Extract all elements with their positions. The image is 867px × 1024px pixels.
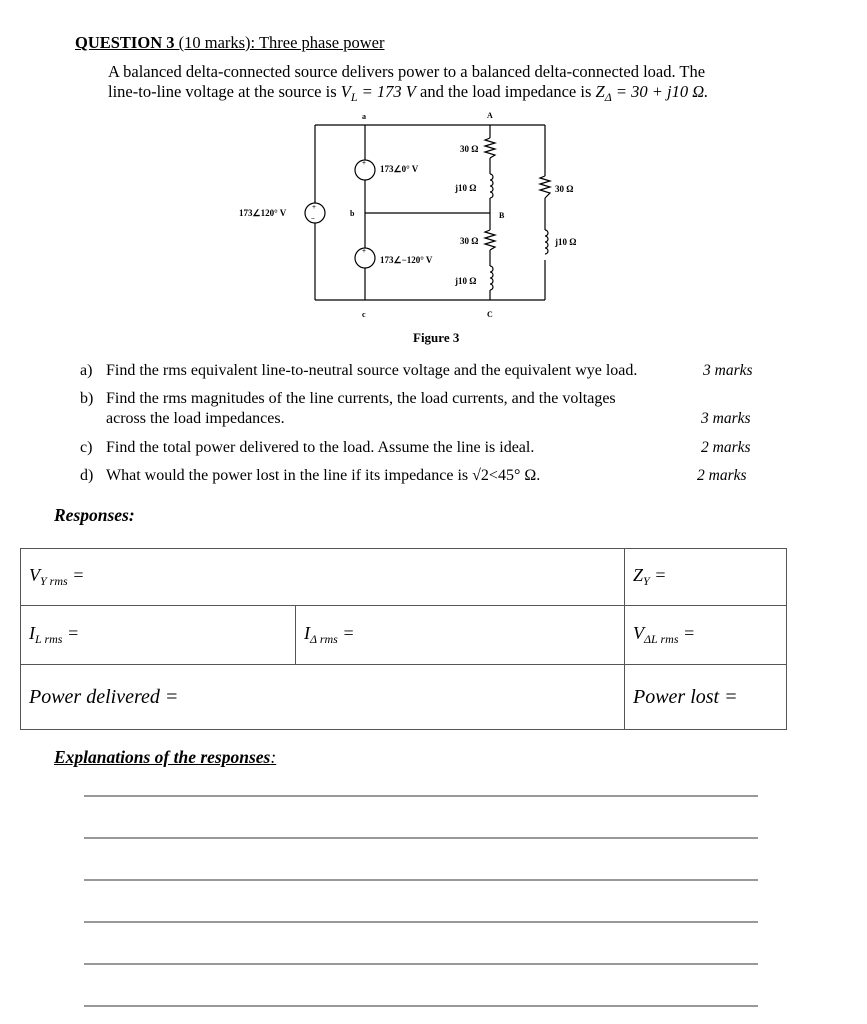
part-d-marks: 2 marks	[697, 467, 747, 484]
part-a-text: Find the rms equivalent line-to-neutral source voltage and the equivalent wye load.	[106, 362, 638, 379]
load-ca-resistance: 30 Ω	[555, 184, 574, 194]
node-B: B	[499, 211, 505, 220]
part-a-letter: a)	[80, 362, 93, 379]
answer-line-5[interactable]	[84, 963, 758, 965]
load-ab-resistance: 30 Ω	[460, 144, 479, 154]
explanations-heading	[54, 747, 276, 768]
intro-line-2	[108, 82, 708, 107]
power-lost-cell[interactable]	[625, 665, 787, 730]
il-rms-cell[interactable]	[21, 606, 296, 665]
vdl-rms-cell[interactable]	[625, 606, 787, 665]
intro-line-1: A balanced delta-connected source delivers power to a balanced delta-connected load. The	[108, 62, 706, 81]
zy-equals: =	[649, 565, 667, 585]
node-c: c	[362, 310, 366, 319]
part-b-letter: b)	[80, 390, 94, 407]
id-equals: =	[337, 623, 355, 643]
answer-line-4[interactable]	[84, 921, 758, 923]
vdl-symbol: V	[633, 623, 644, 643]
part-d-letter: d)	[80, 467, 94, 484]
question-label: QUESTION 3	[75, 33, 175, 52]
vdl-subscript: ΔL rms	[644, 632, 679, 646]
responses-heading: Responses:	[54, 505, 135, 525]
explanations-colon: :	[270, 747, 277, 767]
intro-mid: and the load impedance is	[415, 82, 596, 101]
part-b-text: Find the rms magnitudes of the line currents, the load currents, and the voltages	[106, 390, 616, 407]
power-delivered-label: Power delivered =	[29, 685, 179, 708]
explanations-heading-text: Explanations of the responses	[54, 747, 271, 767]
id-rms-cell[interactable]	[296, 606, 625, 665]
svg-text:+: +	[312, 203, 316, 211]
zy-cell[interactable]	[625, 549, 787, 606]
svg-text:−: −	[311, 215, 315, 223]
part-c-text: Find the total power delivered to the load. Assume the line is ideal.	[106, 439, 535, 456]
source-ca-label: 173∠120° V	[239, 208, 287, 218]
il-equals: =	[62, 623, 80, 643]
svg-text:+: +	[362, 159, 366, 167]
zy-subscript: Y	[643, 574, 650, 588]
power-lost-label: Power lost =	[633, 685, 738, 708]
question-marks: (10 marks): Three phase power	[178, 33, 385, 52]
vy-equals: =	[67, 565, 85, 585]
part-d-text: What would the power lost in the line if its impedance is √2<45° Ω.	[106, 467, 541, 484]
part-a-marks: 3 marks	[703, 362, 753, 379]
part-b-text2: across the load impedances.	[106, 410, 285, 427]
responses-table	[20, 548, 787, 730]
circuit-diagram	[225, 108, 577, 323]
part-a	[80, 362, 92, 380]
question-title	[75, 33, 384, 53]
zy-symbol: Z	[633, 565, 644, 585]
z-symbol: $Z_\Delta = 30 + j10$ Ω.	[595, 82, 709, 104]
answer-line-3[interactable]	[84, 879, 758, 881]
intro-prefix: line-to-line voltage at the source is	[108, 82, 341, 101]
load-bc-reactance: j10 Ω	[455, 276, 477, 286]
node-A: A	[487, 111, 493, 120]
il-symbol: I	[29, 623, 35, 643]
node-b: b	[350, 209, 355, 218]
part-b-marks: 3 marks	[701, 410, 751, 427]
source-bc-label: 173∠−120° V	[380, 255, 433, 265]
vdl-equals: =	[678, 623, 696, 643]
id-symbol: I	[304, 623, 310, 643]
figure-caption: Figure 3	[413, 330, 460, 345]
node-a: a	[362, 112, 366, 121]
answer-line-1[interactable]	[84, 795, 758, 797]
source-ab-label: 173∠0° V	[380, 164, 419, 174]
id-subscript: Δ rms	[310, 632, 338, 646]
answer-line-6[interactable]	[84, 1005, 758, 1007]
vy-rms-cell[interactable]	[21, 549, 625, 606]
vy-symbol: V	[29, 565, 40, 585]
load-bc-resistance: 30 Ω	[460, 236, 479, 246]
part-c-letter: c)	[80, 439, 93, 456]
power-delivered-cell[interactable]	[21, 665, 625, 730]
part-c-marks: 2 marks	[701, 439, 751, 456]
load-ab-reactance: j10 Ω	[455, 183, 477, 193]
answer-line-2[interactable]	[84, 837, 758, 839]
vl-symbol: $V_L = 173$ V	[340, 82, 416, 104]
il-subscript: L rms	[35, 632, 63, 646]
node-C: C	[487, 310, 493, 319]
vy-subscript: Y rms	[40, 574, 68, 588]
load-ca-reactance: j10 Ω	[555, 237, 577, 247]
svg-text:+: +	[362, 247, 366, 255]
